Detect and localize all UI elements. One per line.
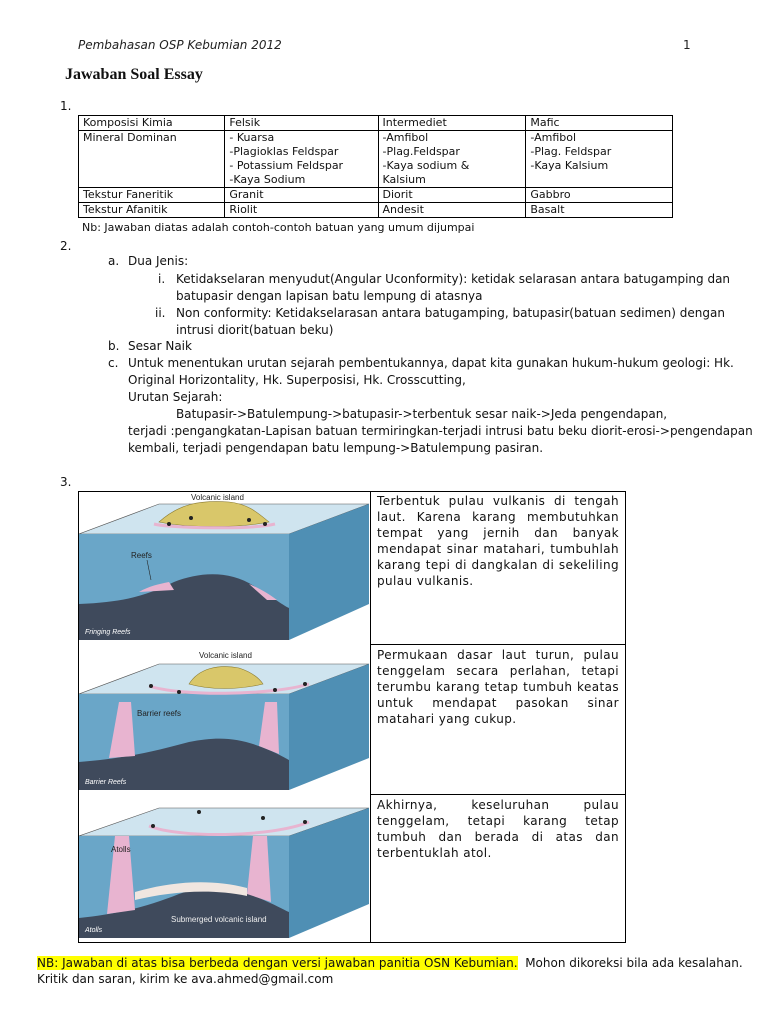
q2-i-line1: Ketidakselaran menyudut(Angular Uconformity): ketidak selarasan antara batugamping dan: [176, 272, 731, 286]
table-row: [79, 131, 673, 188]
q2-c-line5: terjadi :pengangkatan-Lapisan batuan termiringkan-terjadi intrusi batu beku diorit-erosi->pengendapan: [128, 424, 753, 438]
question-1-number: 1.: [60, 99, 72, 113]
table-note: Nb: Jawaban diatas adalah contoh-contoh batuan yang umum dijumpai: [82, 221, 475, 234]
table-cell-row: [79, 203, 225, 218]
atolls-caption: Atolls: [85, 927, 103, 934]
table-row-label: Tekstur Afanitik: [83, 203, 168, 216]
table-cell-line: -Amfibol: [530, 131, 577, 144]
table-cell-line: -Plagioklas Feldspar: [229, 145, 339, 158]
footer-request: Mohon dikoreksi bila ada kesalahan.: [525, 956, 743, 970]
barrier-reefs-label: Barrier reefs: [137, 709, 182, 718]
q2-ii-line1: Non conformity: Ketidakselarasan antara batugamping, batupasir(batuan sedimen) dengan: [176, 306, 725, 320]
fringing-reefs-label: Reefs: [131, 551, 152, 560]
atolls-diagram: [79, 796, 369, 940]
fringing-island-label: Volcanic island: [191, 494, 244, 502]
q2-c-label: c.: [108, 356, 119, 370]
table-cell-felsik: [225, 116, 378, 131]
atolls-label: Atolls: [111, 845, 131, 854]
question-2-number: 2.: [60, 239, 72, 253]
table-cell-line: -Plag.Feldspar: [382, 145, 460, 158]
table-cell-line: -Kaya Sodium: [229, 173, 306, 186]
table-cell-line: -Plag. Feldspar: [530, 145, 612, 158]
table-cell-line: Intermediet: [382, 116, 447, 129]
table-cell-line: -Kaya sodium &: [382, 159, 470, 172]
table-cell-line: -Kaya Kalsium: [530, 159, 609, 172]
table-row: [79, 203, 673, 218]
table-row: [79, 116, 673, 131]
table-cell-mafic: [526, 131, 673, 188]
table-row: [79, 188, 673, 203]
table-cell-mafic: [526, 188, 673, 203]
table-cell-mafic: [526, 116, 673, 131]
table-row-label: Tekstur Faneritik: [83, 188, 174, 201]
reef-stage-2-text: Permukaan dasar laut turun, pulau tenggelam secara perlahan, tetapi terumbu karang tetap tumbuh keatas untuk mendapat pasokan sinar matahari yang cukup.: [377, 648, 619, 726]
q2-a-text: Dua Jenis:: [128, 254, 189, 268]
q2-i-label: i.: [158, 272, 166, 286]
barrier-reefs-diagram: [79, 646, 369, 792]
q2-c-line3: Urutan Sejarah:: [128, 390, 223, 404]
table-cell-row: [79, 131, 225, 188]
table-cell-line: Gabbro: [530, 188, 571, 201]
table-cell-line: Basalt: [530, 203, 565, 216]
table-cell-mafic: [526, 203, 673, 218]
q2-i-line2: batupasir dengan lapisan batu lempung di atasnya: [176, 289, 483, 303]
q2-a-label: a.: [108, 254, 120, 268]
page-number: 1: [683, 38, 691, 52]
mineral-table: [78, 115, 673, 218]
table-row-label: Mineral Dominan: [83, 131, 177, 144]
fringing-reefs-diagram: [79, 494, 369, 642]
table-cell-felsik: [225, 203, 378, 218]
submerged-island-label: Submerged volcanic island: [171, 915, 267, 924]
q2-ii-line2: intrusi diorit(batuan beku): [176, 323, 334, 337]
table-cell-line: Kalsium: [382, 173, 426, 186]
footer-highlight: NB: Jawaban di atas bisa berbeda dengan versi jawaban panitia OSN Kebumian.: [37, 956, 518, 970]
reef-stage-1-text: Terbentuk pulau vulkanis di tengah laut. Karena karang membutuhkan tempat yang jernih dan banyak mendapat sinar matahari, tumbuhlah karang tepi di dangkalan di sekeliling pulau vulkanis.: [377, 494, 619, 588]
table-cell-intermediet: [378, 116, 526, 131]
barrier-caption: Barrier Reefs: [85, 779, 127, 786]
table-cell-row: [79, 188, 225, 203]
q2-c-line2: Original Horizontality, Hk. Superposisi, Hk. Crosscutting,: [128, 373, 466, 387]
fringing-caption: Fringing Reefs: [85, 629, 131, 636]
q2-b-text: Sesar Naik: [128, 339, 192, 353]
table-cell-line: Riolit: [229, 203, 258, 216]
table-cell-line: - Kuarsa: [229, 131, 275, 144]
page-title: Jawaban Soal Essay: [65, 66, 203, 83]
table-cell-intermediet: [378, 203, 526, 218]
table-row-label: Komposisi Kimia: [83, 116, 173, 129]
table-cell-intermediet: [378, 188, 526, 203]
q2-c-line4: Batupasir->Batulempung->batupasir->terbentuk sesar naik->Jeda pengendapan,: [176, 407, 668, 421]
barrier-island-label: Volcanic island: [199, 651, 252, 660]
table-cell-felsik: [225, 188, 378, 203]
q2-c-line6: kembali, terjadi pengendapan batu lempung->Batulempung pasiran.: [128, 441, 544, 455]
running-header: Pembahasan OSP Kebumian 2012: [78, 38, 282, 52]
reef-evolution-table: [78, 491, 626, 943]
table-cell-line: Granit: [229, 188, 264, 201]
table-cell-line: Mafic: [530, 116, 560, 129]
table-cell-row: [79, 116, 225, 131]
footer-note: [37, 955, 743, 987]
q2-ii-label: ii.: [155, 306, 166, 320]
reef-stage-3-text: Akhirnya, keseluruhan pulau tenggelam, tetapi karang tetap tumbuh dan berada di atas dan terbentuklah atol.: [377, 798, 619, 860]
table-cell-line: Felsik: [229, 116, 261, 129]
question-3-number: 3.: [60, 475, 72, 489]
table-cell-line: Diorit: [382, 188, 413, 201]
q2-c-line1: Untuk menentukan urutan sejarah pembentukannya, dapat kita gunakan hukum-hukum geologi: Hk.: [128, 356, 734, 370]
table-cell-line: - Potassium Feldspar: [229, 159, 344, 172]
footer-contact: Kritik dan saran, kirim ke ava.ahmed@gmail.com: [37, 972, 334, 986]
table-cell-line: Andesit: [382, 203, 424, 216]
table-cell-line: -Amfibol: [382, 131, 429, 144]
table-cell-felsik: [225, 131, 378, 188]
table-cell-intermediet: [378, 131, 526, 188]
q2-b-label: b.: [108, 339, 120, 353]
